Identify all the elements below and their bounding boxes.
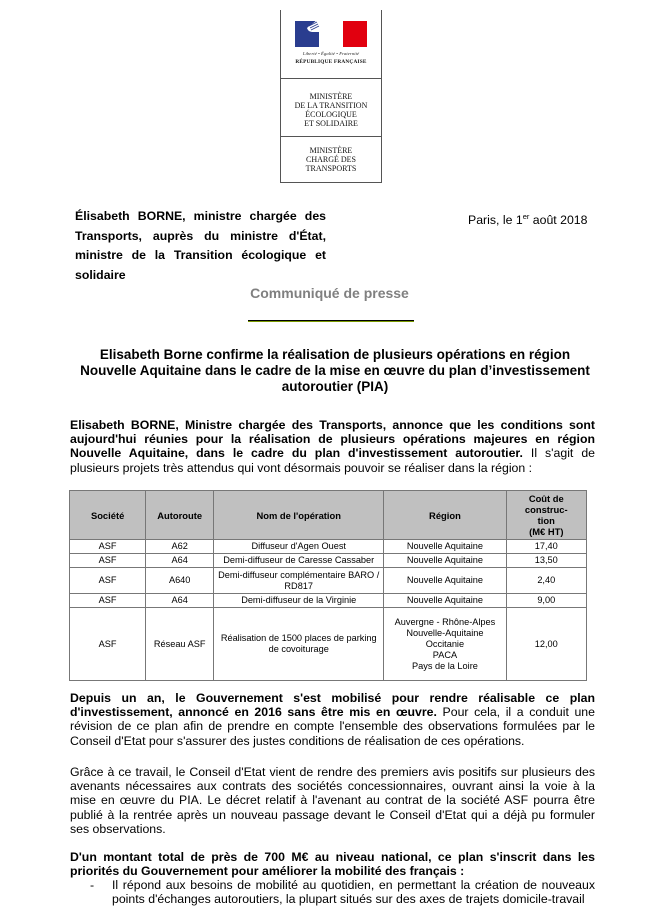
list-item: - Il répond aux besoins de mobilité au quotidien, en permettant la création de nouveaux points d'échanges autoroutiers, la plupart situés sur des axes de trajets domicile-travail: [90, 878, 595, 907]
table-row: ASF A64 Demi-diffuseur de la Virginie Nouvelle Aquitaine 9,00: [70, 594, 587, 608]
intro-paragraph: Elisabeth BORNE, Ministre chargée des Transports, annonce que les conditions sont aujourd'hui réunies pour la réalisation de plusieurs opérations majeures en région Nouvelle Aquitaine, dans le cadre du plan d'investissement autoroutier. Il s'agit de plusieurs projets très attendus qui vont désormais pouvoir se réaliser dans la région :: [70, 418, 595, 475]
ministry-logo-block: [280, 10, 382, 183]
document-type-title: Communiqué de presse: [250, 285, 409, 301]
motto-text: Liberté • Égalité • Fraternité: [302, 51, 360, 56]
republique-francaise-logo: [281, 10, 381, 79]
col-societe: Société: [70, 491, 146, 540]
col-region: Région: [384, 491, 506, 540]
multi-region-cell: Auvergne - Rhône-Alpes Nouvelle-Aquitaine Occitanie PACA Pays de la Loire: [384, 608, 506, 681]
table-row: ASF Réseau ASF Réalisation de 1500 places de parking de covoiturage Auvergne - Rhône-Alpes Nouvelle-Aquitaine Occitanie PACA Pays de la Loire 12,00: [70, 608, 587, 681]
table-header-row: [70, 491, 587, 540]
col-cout: Coût de construc- tion (M€ HT): [506, 491, 586, 540]
paragraph-government-mobilized: Depuis un an, le Gouvernement s'est mobilisé pour rendre réalisable ce plan d'investissement, annoncé en 2016 sans être mis en œuvre. Pour cela, il a conduit une révision de ce plan afin de prendre en compte l'ensemble des observations formulées par le Conseil d'Etat pour s'assurer des justes conditions de réalisation de ces opérations.: [70, 691, 595, 748]
signatory: Élisabeth BORNE, ministre chargée des Transports, auprès du ministre d'État, ministre de la Transition écologique et solidaire: [75, 209, 326, 282]
republique-francaise-text: RÉPUBLIQUE FRANÇAISE: [295, 59, 367, 65]
bullet-dash-icon: -: [90, 878, 95, 892]
marianne-profile-icon: [303, 14, 331, 34]
press-release-headline: Elisabeth Borne confirme la réalisation de plusieurs opérations en région Nouvelle Aquitaine dans le cadre de la mise en œuvre du plan d’investissement autoroutier (PIA): [80, 347, 590, 394]
operations-table: [69, 490, 587, 681]
ministry-transports: MINISTÈRE CHARGÉ DES TRANSPORTS: [305, 146, 357, 173]
paragraph-700m-plan: D'un montant total de près de 700 M€ au niveau national, ce plan s'inscrit dans les priorités du Gouvernement pour améliorer la mobilité des français :: [70, 850, 595, 879]
table-row: ASF A640 Demi-diffuseur complémentaire BARO / RD817 Nouvelle Aquitaine 2,40: [70, 568, 587, 594]
table-row: ASF A62 Diffuseur d'Agen Ouest Nouvelle Aquitaine 17,40: [70, 540, 587, 554]
col-autoroute: Autoroute: [146, 491, 214, 540]
dateline: Paris, le 1er août 2018: [468, 212, 588, 228]
paragraph-conseil-etat: Grâce à ce travail, le Conseil d'Etat vient de rendre des premiers avis positifs sur plusieurs des avenants nécessaires aux contrats des sociétés concessionnaires, ouvrant ainsi la voie à la mise en œuvre du PIA. Le décret relatif à l'avenant au contrat de la société ASF pourra être publié à la rentrée après un nouveau passage devant le Conseil d'Etat qui a déjà pu formuler ses observations.: [70, 765, 595, 836]
title-divider: [248, 320, 414, 322]
ministry-transition-ecologique: MINISTÈRE DE LA TRANSITION ÉCOLOGIQUE ET SOLIDAIRE: [281, 79, 381, 137]
table-row: ASF A64 Demi-diffuseur de Caresse Cassaber Nouvelle Aquitaine 13,50: [70, 554, 587, 568]
col-operation: Nom de l'opération: [214, 491, 384, 540]
